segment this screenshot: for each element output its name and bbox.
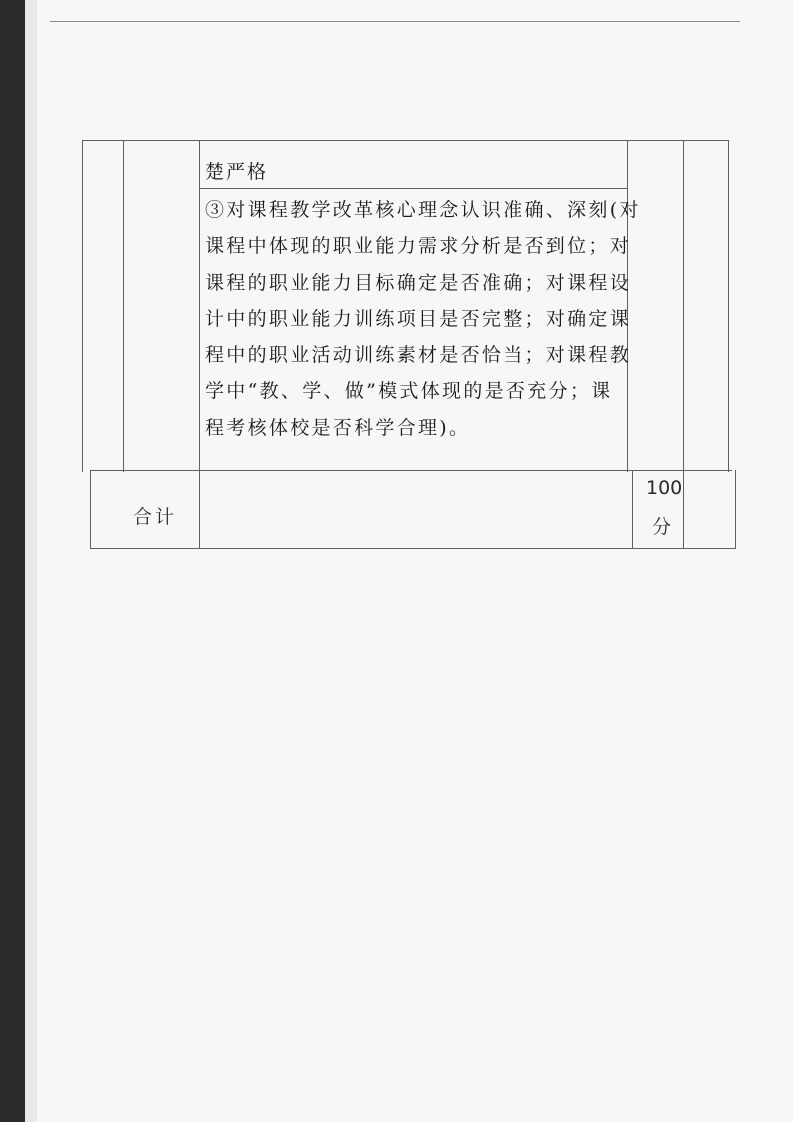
scan-edge-margin: [25, 0, 37, 1122]
scan-edge-shadow: [0, 0, 25, 1122]
col-line-2: [123, 140, 124, 472]
criteria-item-3: [205, 192, 641, 446]
total-score: 100: [646, 477, 683, 499]
top-rule-line: [50, 21, 740, 22]
table-top-border: [82, 140, 728, 141]
criteria-line: ③对课程教学改革核心理念认识准确、深刻(对: [205, 199, 641, 221]
criteria-line: 程中的职业活动训练素材是否恰当；对课程教: [205, 344, 632, 367]
col-line-4b: [632, 470, 633, 549]
criteria-line: 程考核体校是否科学合理)。: [205, 416, 471, 439]
col-line-5: [683, 140, 684, 549]
total-row-divider: [90, 470, 732, 471]
col-line-3: [199, 140, 200, 549]
col-line-6: [728, 140, 729, 472]
criteria-line: 学中“教、学、做”模式体现的是否充分；课: [205, 380, 613, 403]
criteria-continuation-text: 楚严格: [205, 161, 269, 183]
score-unit: 分: [652, 516, 672, 538]
criteria-line: 计中的职业能力训练项目是否完整；对确定课: [205, 307, 632, 330]
total-label: 合计: [133, 506, 178, 528]
criteria-line: 课程的职业能力目标确定是否准确；对课程设: [205, 271, 632, 294]
col-line-1: [82, 140, 83, 472]
table-bottom-border: [90, 548, 736, 549]
col-line-6b: [735, 470, 736, 549]
col-line-1b: [90, 470, 91, 549]
criteria-line: 课程中体现的职业能力需求分析是否到位；对: [205, 235, 632, 258]
